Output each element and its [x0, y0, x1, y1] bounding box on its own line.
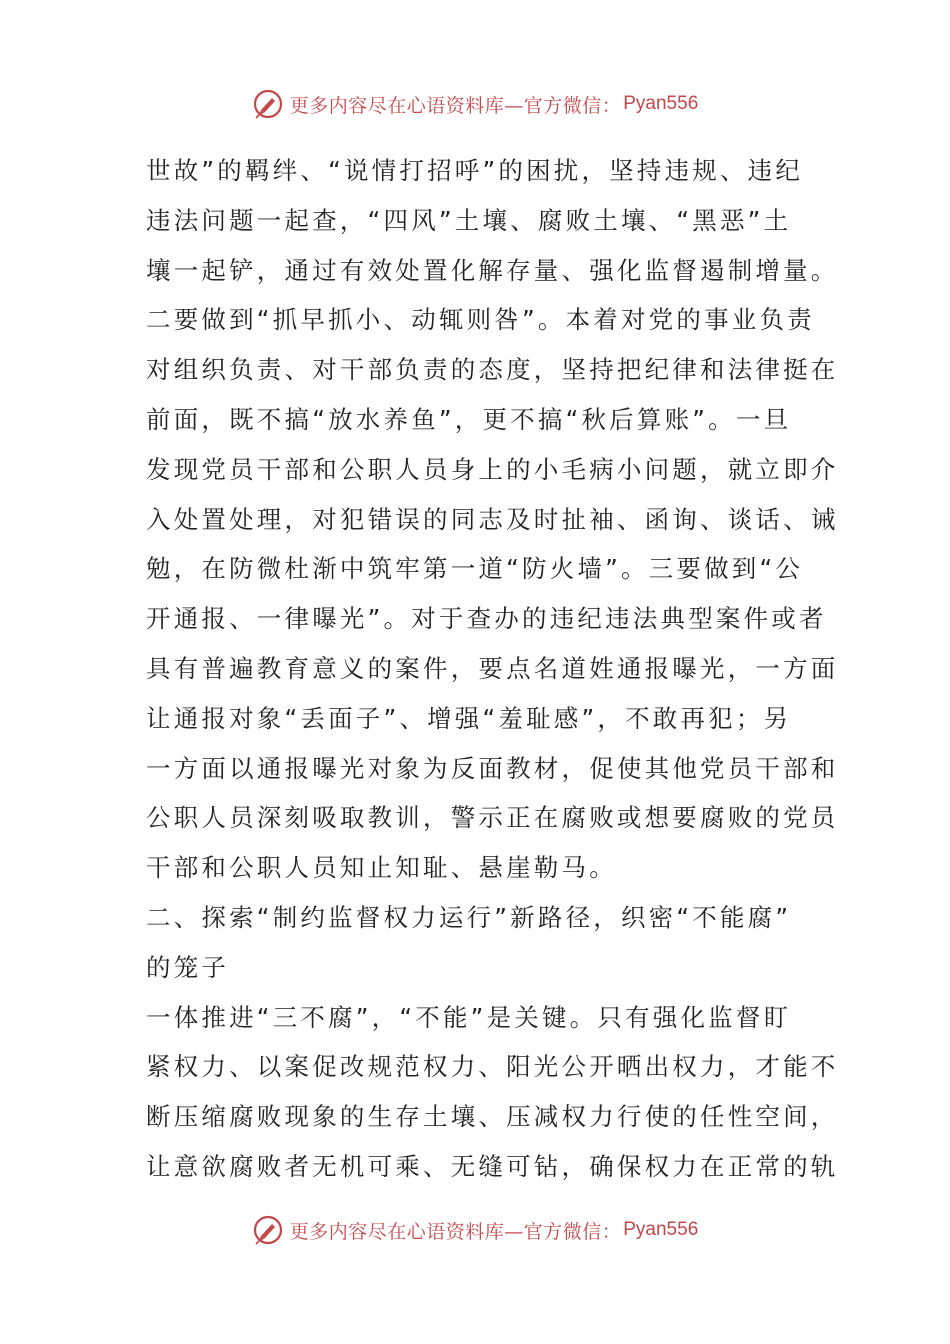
document-line: 紧权力、以案促改规范权力、阳光公开晒出权力，才能不: [146, 1052, 839, 1082]
pen-nib-logo-icon: [252, 88, 284, 120]
document-line: 二要做到“抓早抓小、动辄则咎”。本着对党的事业负责: [146, 305, 815, 335]
document-line: 违法问题一起查，“四风”土壤、腐败土壤、“黑恶”土: [146, 205, 792, 235]
footer-banner-handle: Pyan556: [623, 1219, 699, 1240]
document-line: 让意欲腐败者无机可乘、无缝可钻，确保权力在正常的轨: [146, 1151, 839, 1181]
document-line: 勉，在防微杜渐中筑牢第一道“防火墙”。三要做到“公: [146, 554, 804, 584]
document-line: 壤一起铲，通过有效处置化解存量、强化监督遏制增量。: [146, 255, 839, 285]
document-line: 入处置处理，对犯错误的同志及时扯袖、函询、谈话、诫: [146, 504, 839, 534]
document-line: 干部和公职人员知止知耻、悬崖勒马。: [146, 853, 617, 883]
header-banner-text: 更多内容尽在心语资料库—官方微信：: [289, 94, 622, 117]
section-heading-line: 的笼子: [146, 952, 230, 982]
document-line: 让通报对象“丢面子”、增强“羞耻感”，不敢再犯；另: [146, 703, 792, 733]
document-line: 一方面以通报曝光对象为反面教材，促使其他党员干部和: [146, 753, 839, 783]
header-banner-handle: Pyan556: [623, 93, 699, 114]
document-line: 对组织负责、对干部负责的态度，坚持把纪律和法律挺在: [146, 355, 839, 385]
document-line: 世故”的羁绊、“说情打招呼”的困扰，坚持违规、违纪: [146, 156, 804, 185]
footer-banner: [0, 1210, 950, 1250]
pen-nib-logo-icon: [252, 1214, 284, 1246]
document-line: 公职人员深刻吸取教训，警示正在腐败或想要腐败的党员: [146, 803, 839, 833]
document-line: 前面，既不搞“放水养鱼”，更不搞“秋后算账”。一旦: [146, 404, 792, 434]
document-line: 开通报、一律曝光”。对于查办的违纪违法典型案件或者: [146, 604, 827, 634]
section-heading-line: 二、探索“制约监督权力运行”新路径，织密“不能腐”: [146, 902, 792, 932]
document-line: 一体推进“三不腐”，“不能”是关键。只有强化监督盯: [146, 1002, 792, 1032]
document-body: [146, 146, 839, 1192]
document-line: 具有普遍教育意义的案件，要点名道姓通报曝光，一方面: [146, 653, 839, 683]
document-line: 发现党员干部和公职人员身上的小毛病小问题，就立即介: [146, 454, 839, 484]
document-line: 断压缩腐败现象的生存土壤、压减权力行使的任性空间，: [146, 1102, 839, 1132]
footer-banner-text: 更多内容尽在心语资料库—官方微信：: [289, 1220, 622, 1243]
header-banner: [0, 84, 950, 124]
